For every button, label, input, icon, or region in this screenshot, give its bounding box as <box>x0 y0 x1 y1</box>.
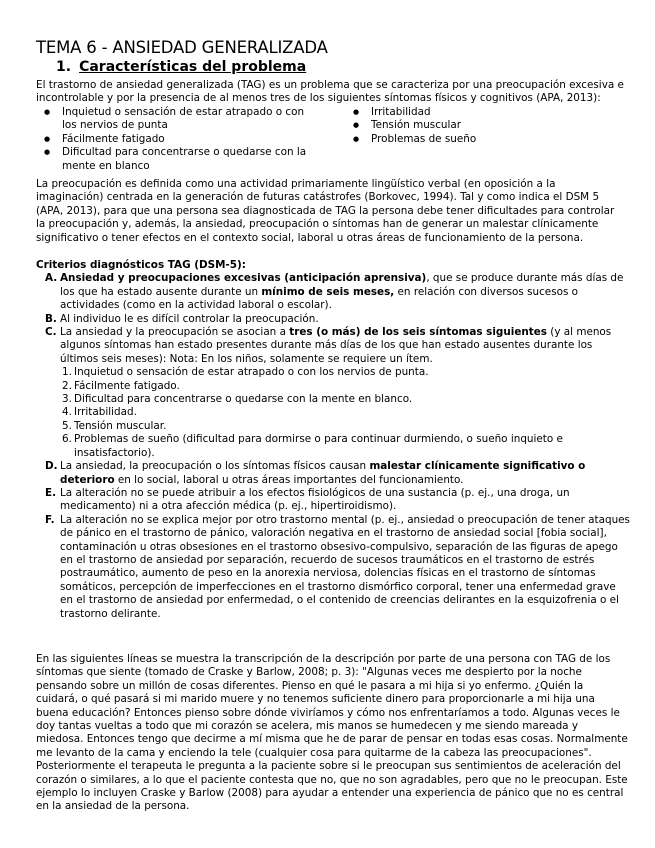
section-title: Características del problema <box>79 59 307 75</box>
preocupacion-paragraph: La preocupación es definida como una actividad primariamente lingüístico verbal (en oposición a la imaginación) centrada en la generación de futuras catástrofes (Borkovec, 1994). Tal y como indica el DSM 5 (APA, 2013), para que una persona sea diagnosticada de TAG la persona debe tener dificultades para controlar la preocupación y, además, la ansiedad, preocupación o síntomas han de generar un malestar clínicamente significativo o tener efectos en el contexto social, laboral u otras áreas de funcionamiento de la persona. <box>36 178 615 244</box>
list-item: ● Problemas de sueño <box>349 133 579 146</box>
list-item: 6. Problemas de sueño (dificultad para dormirse o para continuar durmiendo, o sueño inquieto e insatisfactorio). <box>62 433 563 459</box>
criterion-letter: D. <box>45 460 58 473</box>
intro-paragraph: El trastorno de ansiedad generalizada (TAG) es un problema que se caracteriza por una preocupación excesiva e incontrolable y por la presencia de al menos tres de los siguientes síntomas físicos y cognitivos (APA, 2013): <box>36 79 624 105</box>
page-title: TEMA 6 - ANSIEDAD GENERALIZADA <box>36 38 328 57</box>
criterion-d: D. La ansiedad, la preocupación o los síntomas físicos causan malestar clínicamente significativo o deterioro en lo social, laboral u otras áreas importantes del funcionamiento. <box>45 460 586 486</box>
criterion-letter: E. <box>45 486 57 499</box>
criterion-letter: A. <box>45 272 58 285</box>
criterion-e: E. La alteración no se puede atribuir a los efectos fisiológicos de una sustancia (p. ej., una droga, un medicamento) ni a otra afección médica (p. ej., hipertiroidismo). <box>45 486 570 513</box>
symptoms-list-left <box>40 106 310 173</box>
section-number: 1. <box>56 59 72 75</box>
criterion-f: F. La alteración no se explica mejor por otro trastorno mental (p. ej., ansiedad o preocupación de tener ataques de pánico en el trastorno de pánico, valoración negativa en el trastorno de ansiedad social [fobia social], contaminación u otras obsesiones en el trastorno obsesivo-compulsivo, separación de las figuras de apego en el trastorno de ansiedad por separación, recuerdo de sucesos traumáticos en el trastorno de estrés postraumático, aumento de peso en la anorexia nerviosa, dolencias físicas en el trastorno de síntomas somáticos, percepción de imperfecciones en el trastorno dismórfico corporal, tener una enfermedad grave en el trastorno de ansiedad por enfermedad, o el contenido de creencias delirantes en la esquizofrenia o el trastorno delirante. <box>45 513 630 620</box>
list-item: 1. Inquietud o sensación de estar atrapado o con los nervios de punta. <box>62 366 429 379</box>
case-transcription-paragraph: En las siguientes líneas se muestra la transcripción de la descripción por parte de una persona con TAG de los síntomas que siente (tomado de Craske y Barlow, 2008; p. 3): "Algunas veces me despierto por la noche pensando sobre un millón de cosas diferentes. Pienso en qué le pasara a mi hija si yo enfermo. ¿Quién la cuidará, o qué pasará si mi marido muere y no tenemos suficiente dinero para proporcionarle a mi hija una buena educación? Entonces pienso sobre dónde viviríamos y cómo nos enfrentaríamos a todo. Algunas veces le doy tantas vueltas a todo que mi corazón se acelera, mis manos se humedecen y me siendo mareada y miedosa. Entonces tengo que decirme a mí misma que he de parar de pensar en todas esas cosas. Normalmente me levanto de la cama y enciendo la tele (cualquier cosa para quitarme de la cabeza las preocupaciones". Posteriormente el terapeuta le pregunta a la paciente sobre si le preocupan sus sentimientos de aceleración del corazón o similares, a lo que el paciente contesta que no, que no son agradables, pero que no le preocupan. Este ejemplo lo incluyen Craske y Barlow (2008) para ayudar a entender una experiencia de pánico que no es central en la ansiedad de la persona. <box>36 653 628 813</box>
list-item: ● Dificultad para concentrarse o quedarse con la mente en blanco <box>40 146 310 173</box>
symptoms-list-right <box>349 106 579 146</box>
list-item: 2. Fácilmente fatigado. <box>62 379 180 392</box>
criterion-letter: C. <box>45 326 57 339</box>
list-item: ● Irritabilidad <box>349 106 579 119</box>
criteria-heading: Criterios diagnósticos TAG (DSM-5): <box>36 259 246 271</box>
list-item: 3. Dificultad para concentrarse o quedarse con la mente en blanco. <box>62 393 413 406</box>
criterion-letter: B. <box>45 312 57 325</box>
criterion-c: C. La ansiedad y la preocupación se asocian a tres (o más) de los seis síntomas siguientes (y al menos algunos síntomas han estado presentes durante más días de los que han estado ausentes durante los últimos seis meses): Nota: En los niños, solamente se requiere un ítem. <box>45 326 612 365</box>
list-item: ● Tensión muscular <box>349 119 579 132</box>
criteria-section <box>36 259 631 621</box>
list-item: 5. Tensión muscular. <box>62 419 167 432</box>
criterion-b: B. Al individuo le es difícil controlar la preocupación. <box>45 312 319 325</box>
section-heading <box>56 59 306 75</box>
list-item: ● Fácilmente fatigado <box>40 133 310 146</box>
list-item: ● Inquietud o sensación de estar atrapado o con los nervios de punta <box>40 106 310 133</box>
list-item: 4. Irritabilidad. <box>62 406 137 419</box>
criterion-a: A. Ansiedad y preocupaciones excesivas (anticipación aprensiva), que se produce durante más días de los que ha estado ausente durante un mínimo de seis meses, en relación con diversos sucesos o actividades (como en la actividad laboral o escolar). <box>45 272 624 312</box>
criterion-letter: F. <box>45 513 55 526</box>
